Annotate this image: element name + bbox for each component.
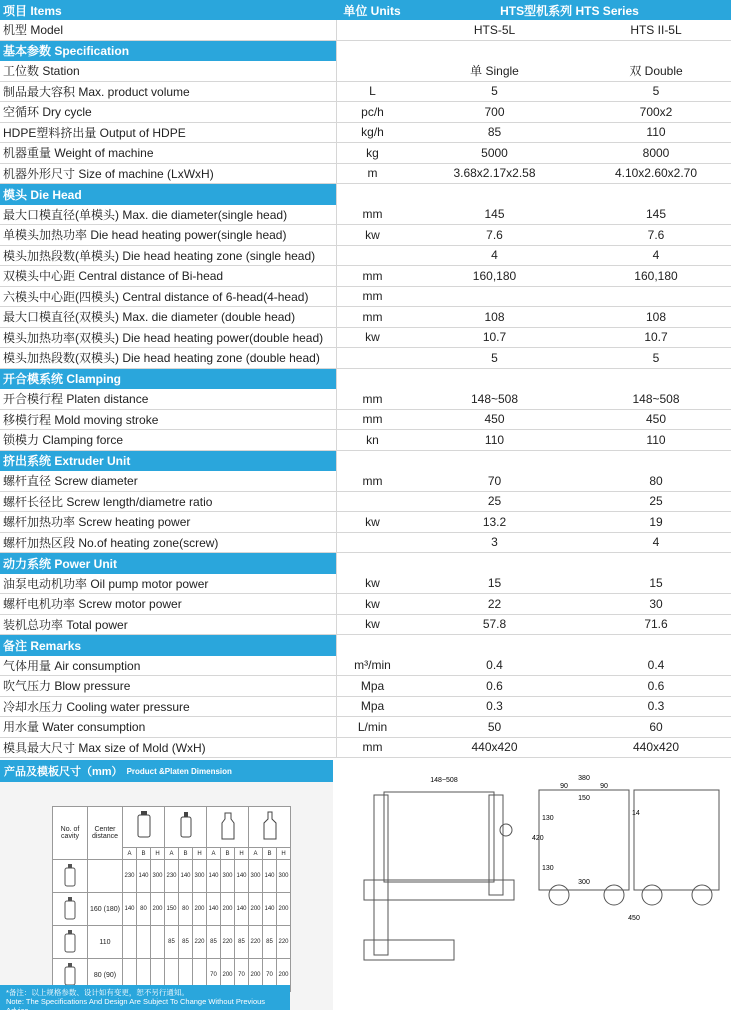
dimension-header <box>0 760 333 782</box>
row-label: 螺杆加热区段 No.of heating zone(screw) <box>3 535 219 550</box>
table-row <box>0 307 731 328</box>
row-value-1: 3.68x2.17x2.58 <box>453 166 536 181</box>
dimension-value: 150 <box>165 893 179 926</box>
header-units: 单位 Units <box>343 3 401 18</box>
table-row <box>0 61 731 82</box>
row-value-1: HTS-5L <box>473 22 516 37</box>
row-unit: mm <box>336 266 408 286</box>
row-value-2: 10.7 <box>644 330 668 345</box>
dimension-value: 300 <box>193 860 207 893</box>
dimension-value: 85 <box>235 926 249 959</box>
row-value-1: 22 <box>487 596 502 611</box>
row-value-2: 19 <box>649 514 663 529</box>
dimension-value <box>151 926 165 959</box>
table-row <box>0 574 731 595</box>
dimension-value <box>123 926 137 959</box>
row-unit: mm <box>336 738 408 758</box>
row-unit: Mpa <box>336 697 408 717</box>
label-90a: 90 <box>560 783 568 790</box>
mold-row <box>53 860 291 893</box>
row-unit <box>336 533 408 553</box>
dimension-value: 140 <box>179 860 193 893</box>
row-label: 最大口模直径(单模头) Max. die diameter(single head) <box>3 207 288 222</box>
row-value-2: 0.6 <box>647 678 665 693</box>
mold-row <box>53 926 291 959</box>
row-label: 六模头中心距(四模头) Central distance of 6-head(4-head) <box>3 289 309 304</box>
row-label: 螺杆加热功率 Screw heating power <box>3 515 191 530</box>
row-unit: L/min <box>336 717 408 737</box>
mold-row <box>53 893 291 926</box>
row-value-2: 双 Double <box>629 64 683 79</box>
row-value-2: 148~508 <box>632 391 680 406</box>
dimension-value: 200 <box>277 893 291 926</box>
cavity-icon <box>53 893 88 926</box>
row-unit: mm <box>336 410 408 430</box>
row-value-1: 5 <box>491 350 498 365</box>
dimension-value: 140 <box>137 860 151 893</box>
label-380: 380 <box>578 775 590 782</box>
bottle-icon-3 <box>207 807 249 848</box>
table-row <box>0 738 731 759</box>
footnote-en: Note: The Specifications And Design Are Subject To Change Without Previous Advice <box>6 997 266 1015</box>
row-label: 螺杆长径比 Screw length/diametre ratio <box>3 494 213 509</box>
section-v2-cell <box>581 369 731 390</box>
dimension-value: 70 <box>235 959 249 992</box>
dimension-letter: B <box>179 848 193 860</box>
row-value-1: 450 <box>484 412 505 427</box>
row-label: 双模头中心距 Central distance of Bi-head <box>3 269 224 284</box>
section-unit-cell <box>336 635 408 656</box>
table-row <box>0 533 731 554</box>
table-row <box>0 266 731 287</box>
dimension-value: 300 <box>277 860 291 893</box>
row-label: 最大口模直径(双模头) Max. die diameter (double head) <box>3 310 296 325</box>
footnote-cn: *备注：以上规格参数、设计如有变更，恕不另行通知。 <box>6 988 189 997</box>
row-value-1: 108 <box>484 309 505 324</box>
row-value-1: 13.2 <box>482 514 507 529</box>
bottle-icon-1 <box>123 807 165 848</box>
section-v1-cell <box>408 184 581 205</box>
table-row <box>0 164 731 185</box>
dimension-section <box>0 760 731 1015</box>
row-label: 螺杆直径 Screw diameter <box>3 474 138 489</box>
dimension-value: 140 <box>235 893 249 926</box>
table-row <box>0 492 731 513</box>
row-value-1: 700 <box>484 104 505 119</box>
section-v2-cell <box>581 451 731 472</box>
row-unit <box>336 20 408 40</box>
row-value-2: 0.4 <box>647 658 665 673</box>
row-value-2: 108 <box>645 309 667 324</box>
row-label: 用水量 Water consumption <box>3 720 146 735</box>
row-value-1: 70 <box>487 473 502 488</box>
section-label: 基本参数 Specification <box>0 41 336 62</box>
row-value-1: 160,180 <box>472 268 517 283</box>
table-row <box>0 102 731 123</box>
row-unit <box>336 492 408 512</box>
row-unit <box>336 348 408 368</box>
row-unit: kw <box>336 615 408 635</box>
section-header <box>0 635 731 656</box>
section-v2-cell <box>581 41 731 62</box>
dimension-value: 300 <box>249 860 263 893</box>
dimension-value: 200 <box>249 893 263 926</box>
table-row <box>0 123 731 144</box>
dimension-letter: A <box>249 848 263 860</box>
table-row <box>0 697 731 718</box>
row-value-1: 5 <box>491 84 498 99</box>
center-header: Center distance <box>88 807 123 860</box>
dimension-letter: A <box>207 848 221 860</box>
label-90b: 90 <box>600 783 608 790</box>
row-unit: mm <box>336 205 408 225</box>
section-v2-cell <box>581 635 731 656</box>
section-header <box>0 451 731 472</box>
table-row <box>0 82 731 103</box>
dimension-value: 300 <box>151 860 165 893</box>
dimension-letter: A <box>165 848 179 860</box>
bottle-icon-4 <box>249 807 291 848</box>
section-v1-cell <box>408 451 581 472</box>
center-distance: 80 (90) <box>88 959 123 992</box>
row-value-2: 4 <box>652 248 660 263</box>
section-v2-cell <box>581 553 731 574</box>
row-label: 空循环 Dry cycle <box>3 105 92 120</box>
dimension-value: 200 <box>249 959 263 992</box>
table-row <box>0 287 731 308</box>
section-header <box>0 553 731 574</box>
center-distance: 110 <box>88 926 123 959</box>
row-value-2: 4 <box>652 535 660 550</box>
dimension-value: 85 <box>207 926 221 959</box>
section-v2-cell <box>581 184 731 205</box>
dimension-letter: B <box>137 848 151 860</box>
table-row <box>0 328 731 349</box>
row-label: 机器重量 Weight of machine <box>3 146 154 161</box>
section-label: 动力系统 Power Unit <box>0 553 336 574</box>
row-value-1: 5000 <box>481 145 508 160</box>
row-value-2: HTS II-5L <box>630 22 682 37</box>
row-unit: kg/h <box>336 123 408 143</box>
row-unit: kw <box>336 328 408 348</box>
section-unit-cell <box>336 451 408 472</box>
dimension-value: 200 <box>193 893 207 926</box>
row-unit: m <box>336 164 408 184</box>
row-value-2: 8000 <box>642 145 670 160</box>
section-v1-cell <box>408 635 581 656</box>
dimension-letter: B <box>221 848 235 860</box>
table-row <box>0 594 731 615</box>
row-value-2: 160,180 <box>634 268 678 283</box>
row-label: HDPE塑料挤出量 Output of HDPE <box>3 125 186 140</box>
table-row <box>0 717 731 738</box>
header-series: HTS型机系列 HTS Series <box>500 3 639 18</box>
row-value-2: 110 <box>646 432 666 447</box>
platen-drawing <box>334 760 731 1010</box>
row-label: 模头加热功率(双模头) Die head heating power(double head) <box>3 330 324 345</box>
dimension-letter: H <box>193 848 207 860</box>
row-value-1: 440x420 <box>471 740 518 755</box>
row-value-1: 50 <box>487 719 502 734</box>
dimension-value: 200 <box>151 893 165 926</box>
row-label: 机型 Model <box>3 23 64 38</box>
section-v1-cell <box>408 41 581 62</box>
row-label: 模头加热段数(双模头) Die head heating zone (double head) <box>3 351 320 366</box>
cavity-icon <box>53 860 88 893</box>
cavity-icon <box>53 926 88 959</box>
table-row <box>0 410 731 431</box>
row-label: 油泵电动机功率 Oil pump motor power <box>3 576 209 591</box>
section-v1-cell <box>408 553 581 574</box>
section-unit-cell <box>336 41 408 62</box>
dimension-value: 70 <box>263 959 277 992</box>
row-value-1: 0.3 <box>486 699 503 714</box>
table-row <box>0 471 731 492</box>
label-300: 300 <box>578 879 590 886</box>
label-130b: 130 <box>542 815 554 822</box>
row-label: 开合模行程 Platen distance <box>3 392 149 407</box>
section-header <box>0 41 731 62</box>
section-unit-cell <box>336 369 408 390</box>
row-value-2: 450 <box>645 412 667 427</box>
section-label: 开合模系统 Clamping <box>0 369 336 390</box>
row-unit: Mpa <box>336 676 408 696</box>
table-row <box>0 656 731 677</box>
center-distance <box>88 860 123 893</box>
row-unit: kn <box>336 430 408 450</box>
row-unit: kw <box>336 225 408 245</box>
table-row <box>0 615 731 636</box>
row-value-2: 440x420 <box>632 740 680 755</box>
row-label: 螺杆电机功率 Screw motor power <box>3 597 182 612</box>
section-label: 备注 Remarks <box>0 635 336 656</box>
row-unit <box>336 246 408 266</box>
row-label: 气体用量 Air consumption <box>3 658 141 673</box>
table-row <box>0 676 731 697</box>
row-label: 制品最大容积 Max. product volume <box>3 84 190 99</box>
section-unit-cell <box>336 184 408 205</box>
label-platen: 148~508 <box>430 777 458 784</box>
platen-drawing-svg <box>334 760 731 1010</box>
dimension-value: 80 <box>137 893 151 926</box>
row-value-1: 57.8 <box>482 617 507 632</box>
dimension-letter: H <box>277 848 291 860</box>
table-row <box>0 348 731 369</box>
dimension-value: 140 <box>263 860 277 893</box>
row-value-2: 25 <box>649 494 663 509</box>
rows-container <box>0 20 731 758</box>
footnote <box>0 985 290 1015</box>
row-unit: mm <box>336 307 408 327</box>
dimension-letter: B <box>263 848 277 860</box>
row-value-2: 15 <box>649 576 663 591</box>
table-row <box>0 20 731 41</box>
mold-table-panel <box>0 782 333 1010</box>
row-value-2: 4.10x2.60x2.70 <box>614 166 698 181</box>
bottle-icon-2 <box>165 807 207 848</box>
row-value-2: 0.3 <box>647 699 665 714</box>
label-150: 150 <box>578 795 590 802</box>
row-unit: mm <box>336 389 408 409</box>
row-unit: mm <box>336 471 408 491</box>
row-unit: m³/min <box>336 656 408 676</box>
row-unit: L <box>336 82 408 102</box>
row-value-1: 0.4 <box>486 658 503 673</box>
table-row <box>0 430 731 451</box>
row-unit <box>336 61 408 81</box>
row-value-1: 7.6 <box>486 227 503 242</box>
row-label: 模头加热段数(单模头) Die head heating zone (single head) <box>3 248 316 263</box>
center-distance: 160 (180) <box>88 893 123 926</box>
table-row <box>0 225 731 246</box>
row-label: 移模行程 Mold moving stroke <box>3 412 159 427</box>
label-14: 14 <box>632 810 640 817</box>
dimension-value: 230 <box>165 860 179 893</box>
table-row <box>0 512 731 533</box>
dimension-value: 140 <box>123 893 137 926</box>
dimension-value: 85 <box>179 926 193 959</box>
table-header <box>0 0 731 20</box>
row-value-1: 145 <box>484 207 505 222</box>
row-unit: mm <box>336 287 408 307</box>
dimension-value: 85 <box>165 926 179 959</box>
row-value-2: 5 <box>652 84 660 99</box>
row-value-2: 71.6 <box>644 617 668 632</box>
dimension-value: 220 <box>193 926 207 959</box>
row-label: 工位数 Station <box>3 64 80 79</box>
dimension-value: 140 <box>235 860 249 893</box>
dimension-value: 140 <box>207 893 221 926</box>
row-value-2: 80 <box>649 473 663 488</box>
dimension-value: 140 <box>207 860 221 893</box>
row-value-2 <box>581 287 731 307</box>
label-450: 450 <box>628 915 640 922</box>
dimension-value: 220 <box>221 926 235 959</box>
dimension-value: 200 <box>277 959 291 992</box>
dimension-value: 85 <box>263 926 277 959</box>
dimension-value: 200 <box>221 893 235 926</box>
label-130: 130 <box>542 865 554 872</box>
section-label: 挤出系统 Extruder Unit <box>0 451 336 472</box>
section-label: 模头 Die Head <box>0 184 336 205</box>
row-value-1: 15 <box>487 576 502 591</box>
row-value-1: 148~508 <box>470 391 519 406</box>
dimension-value: 220 <box>249 926 263 959</box>
table-row <box>0 246 731 267</box>
dimension-value <box>137 926 151 959</box>
row-value-2: 110 <box>646 125 666 140</box>
dimension-subtitle: Product &Platen Dimension <box>126 766 232 776</box>
row-value-1: 3 <box>491 535 498 550</box>
row-label: 吹气压力 Blow pressure <box>3 679 131 694</box>
row-unit: kw <box>336 574 408 594</box>
table-row <box>0 205 731 226</box>
row-label: 冷却水压力 Cooling water pressure <box>3 699 190 714</box>
dimension-letter: H <box>151 848 165 860</box>
row-unit: kw <box>336 594 408 614</box>
row-value-1: 25 <box>487 494 502 509</box>
row-unit: kg <box>336 143 408 163</box>
section-unit-cell <box>336 553 408 574</box>
row-label: 装机总功率 Total power <box>3 617 128 632</box>
row-value-1: 110 <box>484 432 505 447</box>
row-value-2: 700x2 <box>639 104 673 119</box>
row-value-2: 60 <box>649 719 663 734</box>
row-value-2: 30 <box>649 596 663 611</box>
dimension-value: 230 <box>123 860 137 893</box>
row-label: 单模头加热功率 Die head heating power(single head) <box>3 228 287 243</box>
section-v1-cell <box>408 369 581 390</box>
mold-table <box>52 806 291 992</box>
dimension-value: 200 <box>221 959 235 992</box>
row-value-1: 0.6 <box>486 678 503 693</box>
row-value-1: 4 <box>491 248 498 263</box>
section-header <box>0 184 731 205</box>
row-label: 机器外形尺寸 Size of machine (LxWxH) <box>3 166 214 181</box>
row-value-1 <box>408 287 581 307</box>
row-unit: pc/h <box>336 102 408 122</box>
dimension-letter: A <box>123 848 137 860</box>
row-value-2: 5 <box>652 350 660 365</box>
table-row <box>0 143 731 164</box>
row-value-1: 85 <box>487 125 502 140</box>
dimension-value: 80 <box>179 893 193 926</box>
row-label: 模具最大尺寸 Max size of Mold (WxH) <box>3 740 206 755</box>
dimension-value: 300 <box>221 860 235 893</box>
cavity-header: No. of cavity <box>53 807 88 860</box>
row-value-1: 10.7 <box>482 330 507 345</box>
label-420: 420 <box>532 835 544 842</box>
section-header <box>0 369 731 390</box>
row-label: 锁模力 Clamping force <box>3 433 124 448</box>
row-unit: kw <box>336 512 408 532</box>
dimension-value: 220 <box>277 926 291 959</box>
dimension-title: 产品及模板尺寸（mm） <box>4 766 123 778</box>
header-items: 项目 Items <box>3 3 62 18</box>
table-row <box>0 389 731 410</box>
row-value-2: 7.6 <box>647 227 665 242</box>
dimension-value: 70 <box>207 959 221 992</box>
dimension-letter: H <box>235 848 249 860</box>
row-value-2: 145 <box>645 207 667 222</box>
dimension-value: 140 <box>263 893 277 926</box>
row-value-1: 单 Single <box>470 64 519 79</box>
